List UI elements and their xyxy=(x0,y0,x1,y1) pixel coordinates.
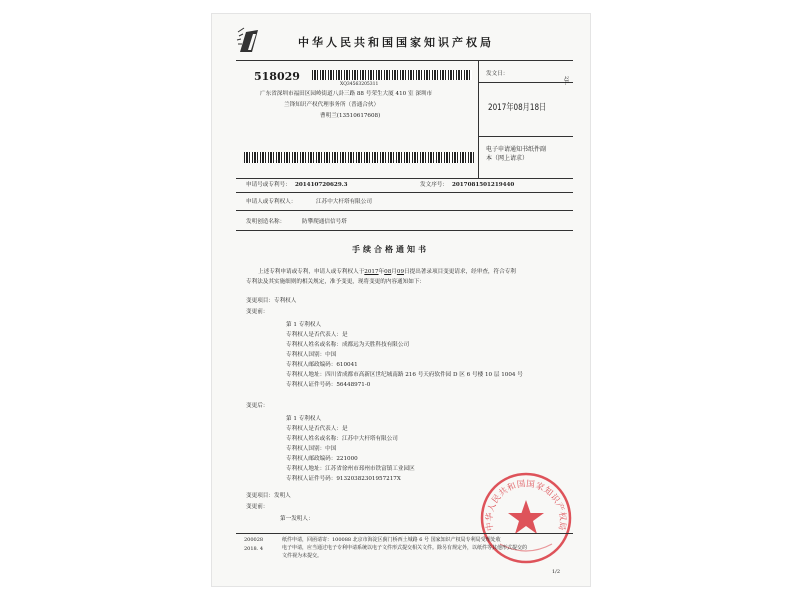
change-1-before-line: 专利权人地址：四川省成都市高新区世纪城南路 216 号天府软件园 D 区 6 号楼 10 层 1004 号 xyxy=(286,372,523,378)
change-1-after-line: 第 1 专利权人 xyxy=(286,416,322,422)
invention-title-label: 发明创造名称： xyxy=(246,219,286,225)
invention-rule xyxy=(236,230,573,231)
notice-paragraph-2: 专利法及其实施细则的相关规定，准予变更，现将变更的内容通知如下： xyxy=(246,279,426,285)
notice-paragraph-1 xyxy=(258,268,516,276)
change-1-before-line: 专利权人姓名或名称：成都远为天胜科技有限公司 xyxy=(286,342,410,348)
applicant-name: 江苏中大杆塔有限公司 xyxy=(316,199,372,205)
footer-note-1: 纸件申请，回函请寄：100088 北京市海淀区蓟门桥西土城路 6 号 国家知识产权局专利局受理处收 xyxy=(282,537,501,543)
change-1-before-label: 变更前： xyxy=(246,309,269,315)
postcode: 518029 xyxy=(254,70,300,83)
notice-text-b: 日提出著录项目变更请求，经审查，符合专利 xyxy=(404,269,516,275)
change-1-after-line: 专利权人地址：江苏省徐州市邳州市铁富镇工业园区 xyxy=(286,466,415,472)
serial-label: 发文序号： xyxy=(420,182,448,188)
svg-text:中华人民共和国国家知识产权局: 中华人民共和国国家知识产权局 xyxy=(484,479,568,532)
footer-code-1: 200028 xyxy=(244,537,264,543)
address-rule xyxy=(236,178,573,179)
change-1-before-line: 专利权人证件号码：56448971-0 xyxy=(286,382,371,388)
doctype-rule xyxy=(478,136,573,137)
side-code: 2JL xyxy=(563,76,569,85)
change-1-before-line: 专利权人邮政编码：610041 xyxy=(286,362,358,368)
serial-number: 2017081501219440 xyxy=(452,182,515,188)
footer-note-2: 电子申请，应当通过电子专利申请系统以电子文件形式提交相关文件。除另有规定外，以纸件等其他形式提交的 xyxy=(282,545,528,551)
change-item-2: 变更项目：发明人 xyxy=(246,493,291,499)
first-inventor-label: 第一发明人： xyxy=(280,516,314,522)
app-number-label: 申请号或专利号： xyxy=(246,182,291,188)
applicant-rule xyxy=(236,210,573,211)
notice-month-unit: 月 xyxy=(391,269,397,275)
doc-type-line-2: 本（网上请求） xyxy=(486,155,529,162)
change-1-after-line: 专利权人邮政编码：221000 xyxy=(286,456,358,462)
change-1-before-line: 专利权人是否代表人：是 xyxy=(286,332,348,338)
address-line-2: 兰锋知识产权代理事务所（普通合伙） xyxy=(284,102,380,108)
doc-type-line-1: 电子申请通知书纸件副 xyxy=(486,146,547,153)
office-name: 中华人民共和国国家知识产权局 xyxy=(298,36,494,49)
change-1-after-line: 专利权人证件号码：91320382301957217X xyxy=(286,476,401,482)
notice-title: 手续合格通知书 xyxy=(352,244,429,254)
invention-title: 防攀爬通信信号塔 xyxy=(302,219,347,225)
address-barcode xyxy=(244,152,474,163)
request-day: 09 xyxy=(396,269,405,275)
contact-person: 曹明兰(13510617608) xyxy=(320,113,381,119)
change-1-after-line: 专利权人是否代表人：是 xyxy=(286,426,348,432)
notice-year-unit: 年 xyxy=(378,269,385,275)
applicant-label: 申请人或专利权人： xyxy=(246,199,297,205)
change-1-after-line: 专利权人姓名或名称：江苏中大杆塔有限公司 xyxy=(286,436,398,442)
change-1-before-line: 专利权人国别：中国 xyxy=(286,352,337,358)
app-number: 201410720629.3 xyxy=(295,182,348,188)
column-divider xyxy=(478,60,479,178)
address-line-1: 广东省深圳市福田区园岭街道八卦三路 88 号荣生大厦 410 室 深圳市 xyxy=(260,91,433,97)
change-2-before-label: 变更前： xyxy=(246,504,269,510)
change-1-after-label: 变更后： xyxy=(246,403,269,409)
issue-date: 2017年08月18日 xyxy=(488,103,547,113)
cnipa-logo-icon xyxy=(236,26,264,56)
app-number-rule xyxy=(236,192,573,193)
request-month: 08 xyxy=(384,269,392,275)
footer-note-3: 文件视为未提交。 xyxy=(282,553,323,559)
top-barcode xyxy=(312,70,472,80)
footer-rule xyxy=(236,533,573,534)
page-number: 1/2 xyxy=(552,569,561,575)
issue-date-label: 发文日： xyxy=(486,71,509,77)
change-item-1: 变更项目：专利权人 xyxy=(246,298,297,304)
notice-text-a: 上述专利申请或专利，申请人或专利权人于 xyxy=(258,269,365,275)
change-1-after-line: 专利权人国别：中国 xyxy=(286,446,337,452)
footer-code-2: 2018. 4 xyxy=(244,546,264,552)
top-rule xyxy=(236,60,573,61)
date-rule xyxy=(478,82,573,83)
barcode-code: XQ34563205311 xyxy=(340,82,379,87)
request-year: 2017 xyxy=(364,269,379,275)
change-1-before-line: 第 1 专利权人 xyxy=(286,322,322,328)
